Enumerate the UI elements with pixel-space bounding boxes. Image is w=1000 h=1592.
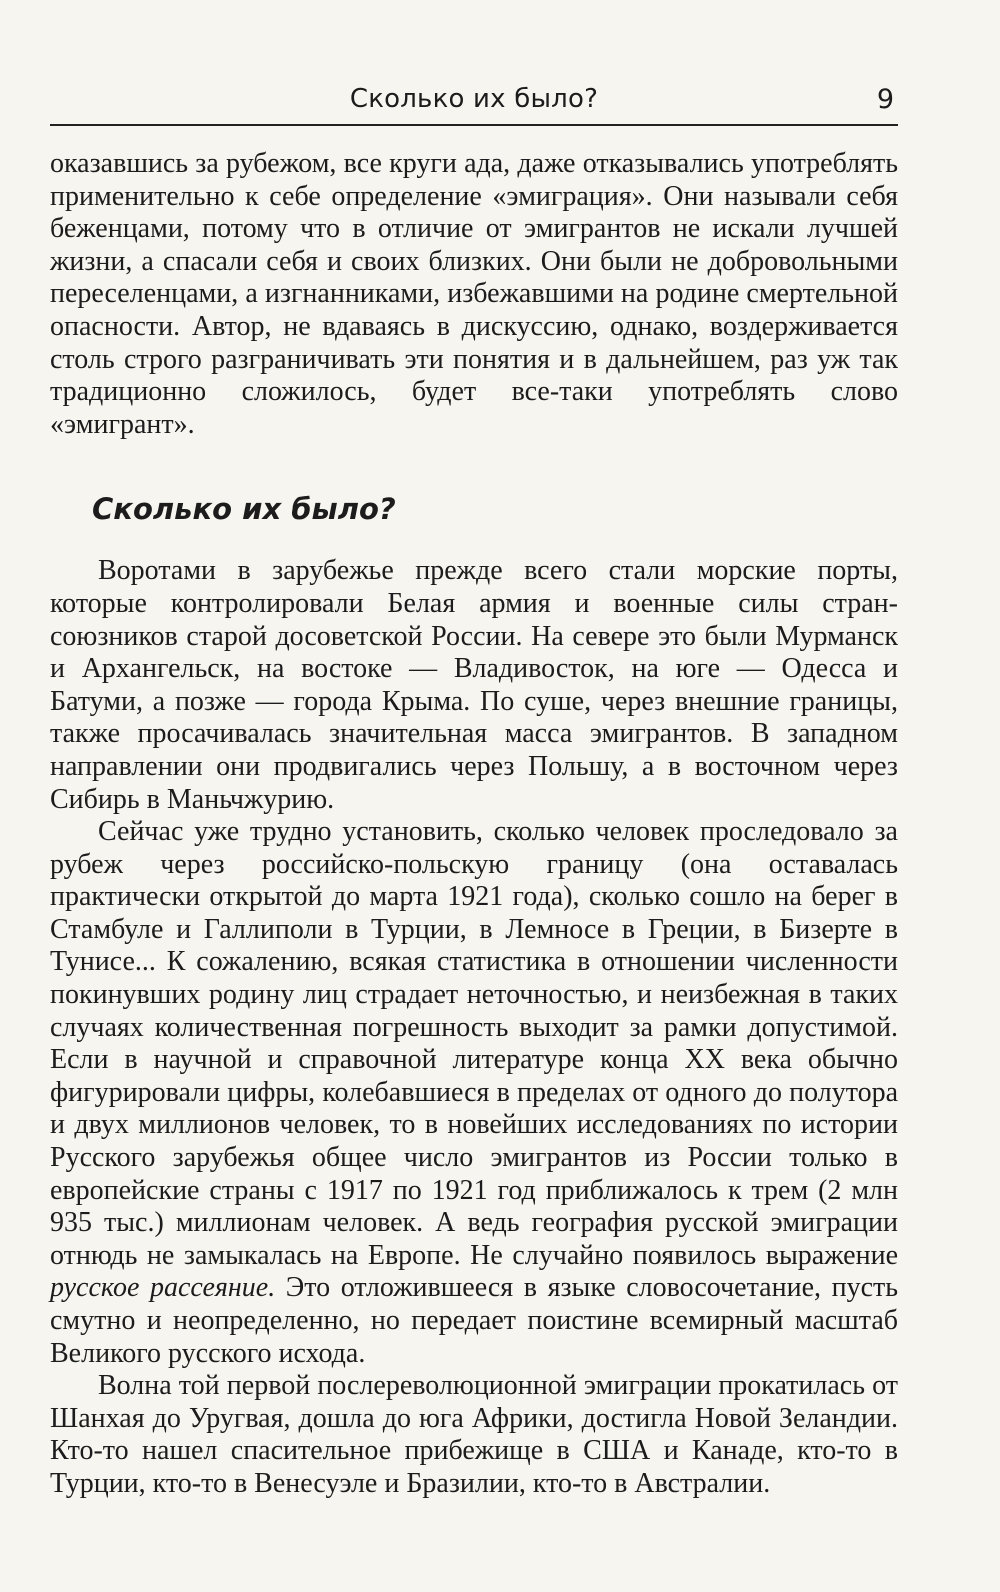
running-header — [50, 78, 898, 126]
running-title: Сколько их было? — [349, 84, 599, 114]
paragraph-text: Сейчас уже трудно установить, сколько человек проследовало за рубеж через российско-польскую границу (она оставалась практически открытой до марта 1921 года), сколько сошло на берег в Стамбуле и Галлиполи в Турции, в Лемносе в Греции, в Бизерте в Тунисе... К сожалению, всякая статистика в отношении численности покинувших родину лиц страдает неточностью, и неизбежная в таких случаях количественная погрешность выходит за рамки допустимой. Если в научной и справочной литературе конца XX века обычно фигурировали цифры, колебавшиеся в пределах от одного до полутора и двух миллионов человек, то в новейших исследованиях по истории Русского зарубежья общее число эмигрантов из России только в европейские страны с 1917 по 1921 год приближалось к трем (2 млн 935 тыс.) миллионам человек. А ведь география русской эмиграции отнюдь не замыкалась на Европе. Не случайно появилось выражение — [50, 816, 898, 1271]
paragraph: Воротами в зарубежье прежде всего стали морские порты, которые контролировали Белая армия и военные силы стран-союзников старой досоветской России. На севере это были Мурманск и Архангельск, на востоке — Владивосток, на юге — Одесса и Батуми, а позже — города Крыма. По суше, через внешние границы, также просачивалась значительная масса эмигрантов. В западном направлении они продвигались через Польшу, а в восточном через Сибирь в Маньчжурию. — [50, 555, 898, 815]
paragraph — [50, 816, 898, 1370]
paragraph: Волна той первой послереволюционной эмиграции прокатилась от Шанхая до Уругвая, дошла до юга Африки, достигла Новой Зеландии. Кто-то нашел спасительное прибежище в США и Канаде, кто-то в Турции, кто-то в Венесуэле и Бразилии, кто-то в Австралии. — [50, 1370, 898, 1499]
italic-term: русское рассеяние. — [50, 1272, 276, 1304]
page-number: 9 — [876, 84, 894, 115]
paragraph-continued: оказавшись за рубежом, все круги ада, даже отказывались употреблять применительно к себе определение «эмиграция». Они называли себя беженцами, потому что в отличие от эмигрантов не искали лучшей жизни, а спасали себя и своих близких. Они были не добровольными переселенцами, а изгнанниками, избежавшими на родине смертельной опасности. Автор, не вдаваясь в дискуссию, однако, воздерживается столь строго разграничивать эти понятия и в дальнейшем, раз уж так традиционно сложилось, будет все-таки употреблять слово «эмигрант». — [50, 148, 898, 440]
paragraph-text: Это отложившееся в языке словосочетание, пусть смутно и неопределенно, но передает поистине всемирный масштаб Великого русского исхода. — [50, 1272, 899, 1369]
body-text — [50, 148, 898, 1501]
section-heading: Сколько их было? — [92, 492, 396, 527]
